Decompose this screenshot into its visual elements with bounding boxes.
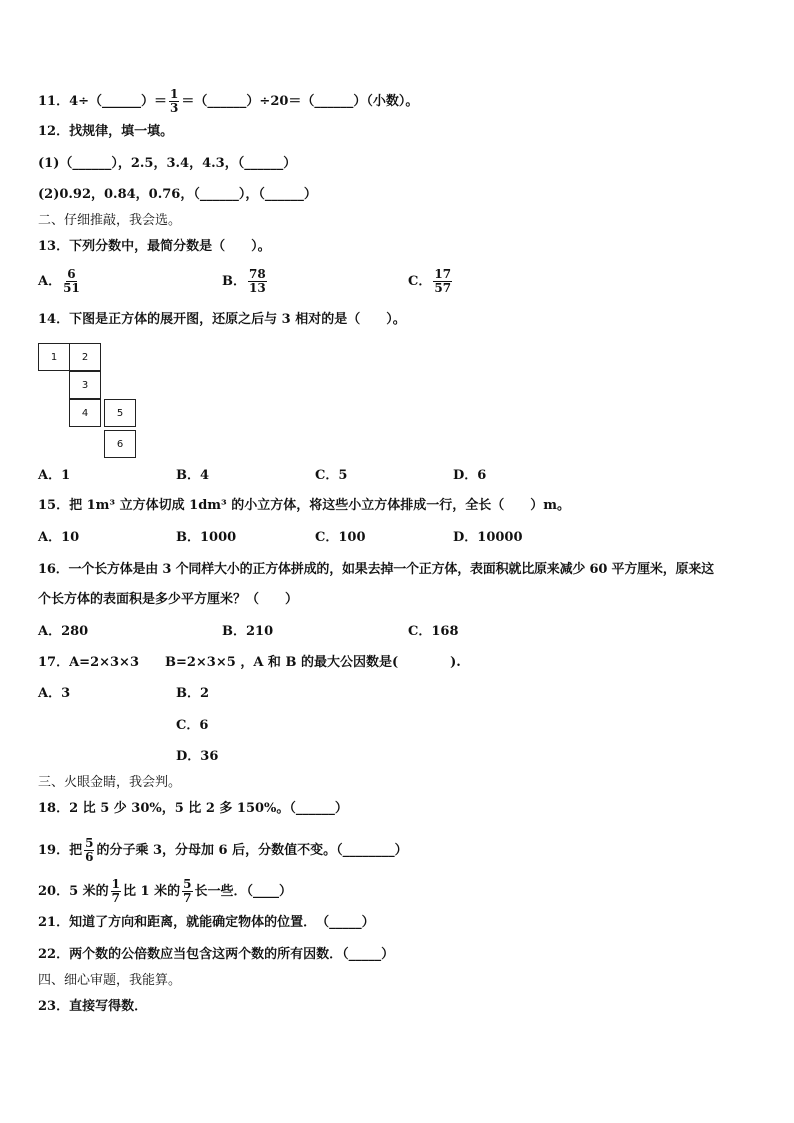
question-13-title: 13．下列分数中，最简分数是（ ）。 [38, 239, 271, 254]
q17-option-d: D．36 [176, 749, 219, 764]
q20-text-mid: 比 1 米的 [123, 884, 181, 899]
q17-option-b: B．2 [176, 686, 210, 701]
net-cell-5: 5 [104, 399, 136, 427]
q15-option-d: D．10000 [453, 530, 523, 545]
q13-option-c [408, 268, 454, 295]
q16-option-b: B．210 [222, 624, 274, 639]
q13-option-a-fraction [63, 268, 80, 295]
q20-f1-numerator: 1 [111, 877, 121, 891]
q11-fraction [169, 88, 179, 115]
q13-option-b-letter: B． [222, 274, 246, 289]
q13-c-numerator: 17 [434, 267, 452, 281]
q11-blank-1: ______ [102, 94, 142, 109]
q13-option-b-fraction [248, 268, 267, 295]
q17-option-a: A．3 [38, 686, 71, 701]
q15-option-b: B．1000 [176, 530, 237, 545]
net-cell-1: 1 [38, 343, 70, 371]
q19-fraction [84, 837, 94, 864]
q20-f2-numerator: 5 [183, 877, 192, 891]
question-20 [38, 878, 292, 905]
question-19 [38, 837, 408, 864]
q17-option-c: C．6 [176, 718, 209, 733]
q11-text-mid3: ）÷20＝（ [246, 94, 315, 109]
q20-f1-denominator: 7 [111, 891, 121, 905]
net-cell-3: 3 [69, 371, 101, 399]
q13-a-denominator: 51 [63, 281, 80, 295]
question-21: 21．知道了方向和距离，就能确定物体的位置． （_____） [38, 915, 375, 930]
q19-denominator: 6 [85, 850, 94, 864]
question-14-title: 14．下图是正方体的展开图，还原之后与 3 相对的是（ ）。 [38, 312, 406, 327]
section-3-heading: 三、火眼金睛，我会判。 [38, 775, 182, 790]
q13-b-numerator: 78 [249, 267, 266, 281]
question-18: 18．2 比 5 少 30%，5 比 2 多 150%。（______） [38, 801, 348, 816]
q20-f2-denominator: 7 [183, 891, 192, 905]
q14-option-b: B．4 [176, 468, 210, 483]
q13-option-c-letter: C． [408, 274, 432, 289]
q14-option-d: D．6 [453, 468, 487, 483]
q11-blank-3: ______ [314, 94, 354, 109]
q11-text-mid2: ＝（ [181, 94, 208, 109]
q20-text-pre: 20．5 米的 [38, 884, 109, 899]
q20-fraction-2 [182, 878, 192, 905]
q15-option-c: C．100 [315, 530, 366, 545]
q11-numerator: 1 [170, 87, 179, 101]
question-12-line-2: (2)0.92，0.84，0.76，（______），（______） [38, 187, 317, 202]
q19-text-post: 的分子乘 3，分母加 6 后，分数值不变。（________） [96, 843, 408, 858]
question-15-title: 15．把 1m³ 立方体切成 1dm³ 的小立方体，将这些小立方体排成一行，全长（ ）m。 [38, 498, 571, 513]
question-12-line-1: (1)（______），2.5，3.4，4.3，（______） [38, 156, 297, 171]
q19-numerator: 5 [85, 836, 94, 850]
section-2-heading: 二、仔细推敲，我会选。 [38, 213, 182, 228]
q11-text-mid1: ）＝ [141, 94, 168, 109]
q13-b-denominator: 13 [249, 281, 266, 295]
q11-text-pre: 11．4÷（ [38, 94, 103, 109]
question-23: 23．直接写得数． [38, 999, 148, 1014]
q20-text-post: 长一些．（____） [194, 884, 293, 899]
q13-c-denominator: 57 [434, 281, 452, 295]
q14-option-c: C．5 [315, 468, 348, 483]
q14-option-a: A．1 [38, 468, 71, 483]
question-12-title: 12．找规律，填一填。 [38, 124, 174, 139]
question-17-title: 17．A=2×3×3 B=2×3×5 ，A 和 B 的最大公因数是( ). [38, 655, 461, 670]
q16-option-c: C．168 [408, 624, 459, 639]
q20-fraction-1 [111, 878, 121, 905]
net-cell-4: 4 [69, 399, 101, 427]
question-11 [38, 88, 418, 115]
question-16-line-1: 16．一个长方体是由 3 个同样大小的正方体拼成的，如果去掉一个正方体，表面积就比原来减少 60 平方厘米，原来这 [38, 562, 714, 577]
section-4-heading: 四、细心审题，我能算。 [38, 973, 182, 988]
question-22: 22．两个数的公倍数应当包含这两个数的所有因数．（_____） [38, 947, 395, 962]
cube-net-diagram [38, 343, 138, 459]
q13-option-c-fraction [433, 268, 452, 295]
q11-denominator: 3 [170, 101, 179, 115]
net-cell-6: 6 [104, 430, 136, 458]
q13-option-b [222, 268, 269, 295]
q13-a-numerator: 6 [67, 267, 76, 281]
question-16-line-2: 个长方体的表面积是多少平方厘米？（ ） [38, 592, 299, 607]
net-cell-2: 2 [69, 343, 101, 371]
q11-blank-2: ______ [207, 94, 247, 109]
q13-option-a [38, 268, 82, 295]
q19-text-pre: 19．把 [38, 843, 83, 858]
q13-option-a-letter: A． [38, 274, 62, 289]
q16-option-a: A．280 [38, 624, 89, 639]
q15-option-a: A．10 [38, 530, 80, 545]
q11-text-post: ）（小数）。 [353, 94, 419, 109]
